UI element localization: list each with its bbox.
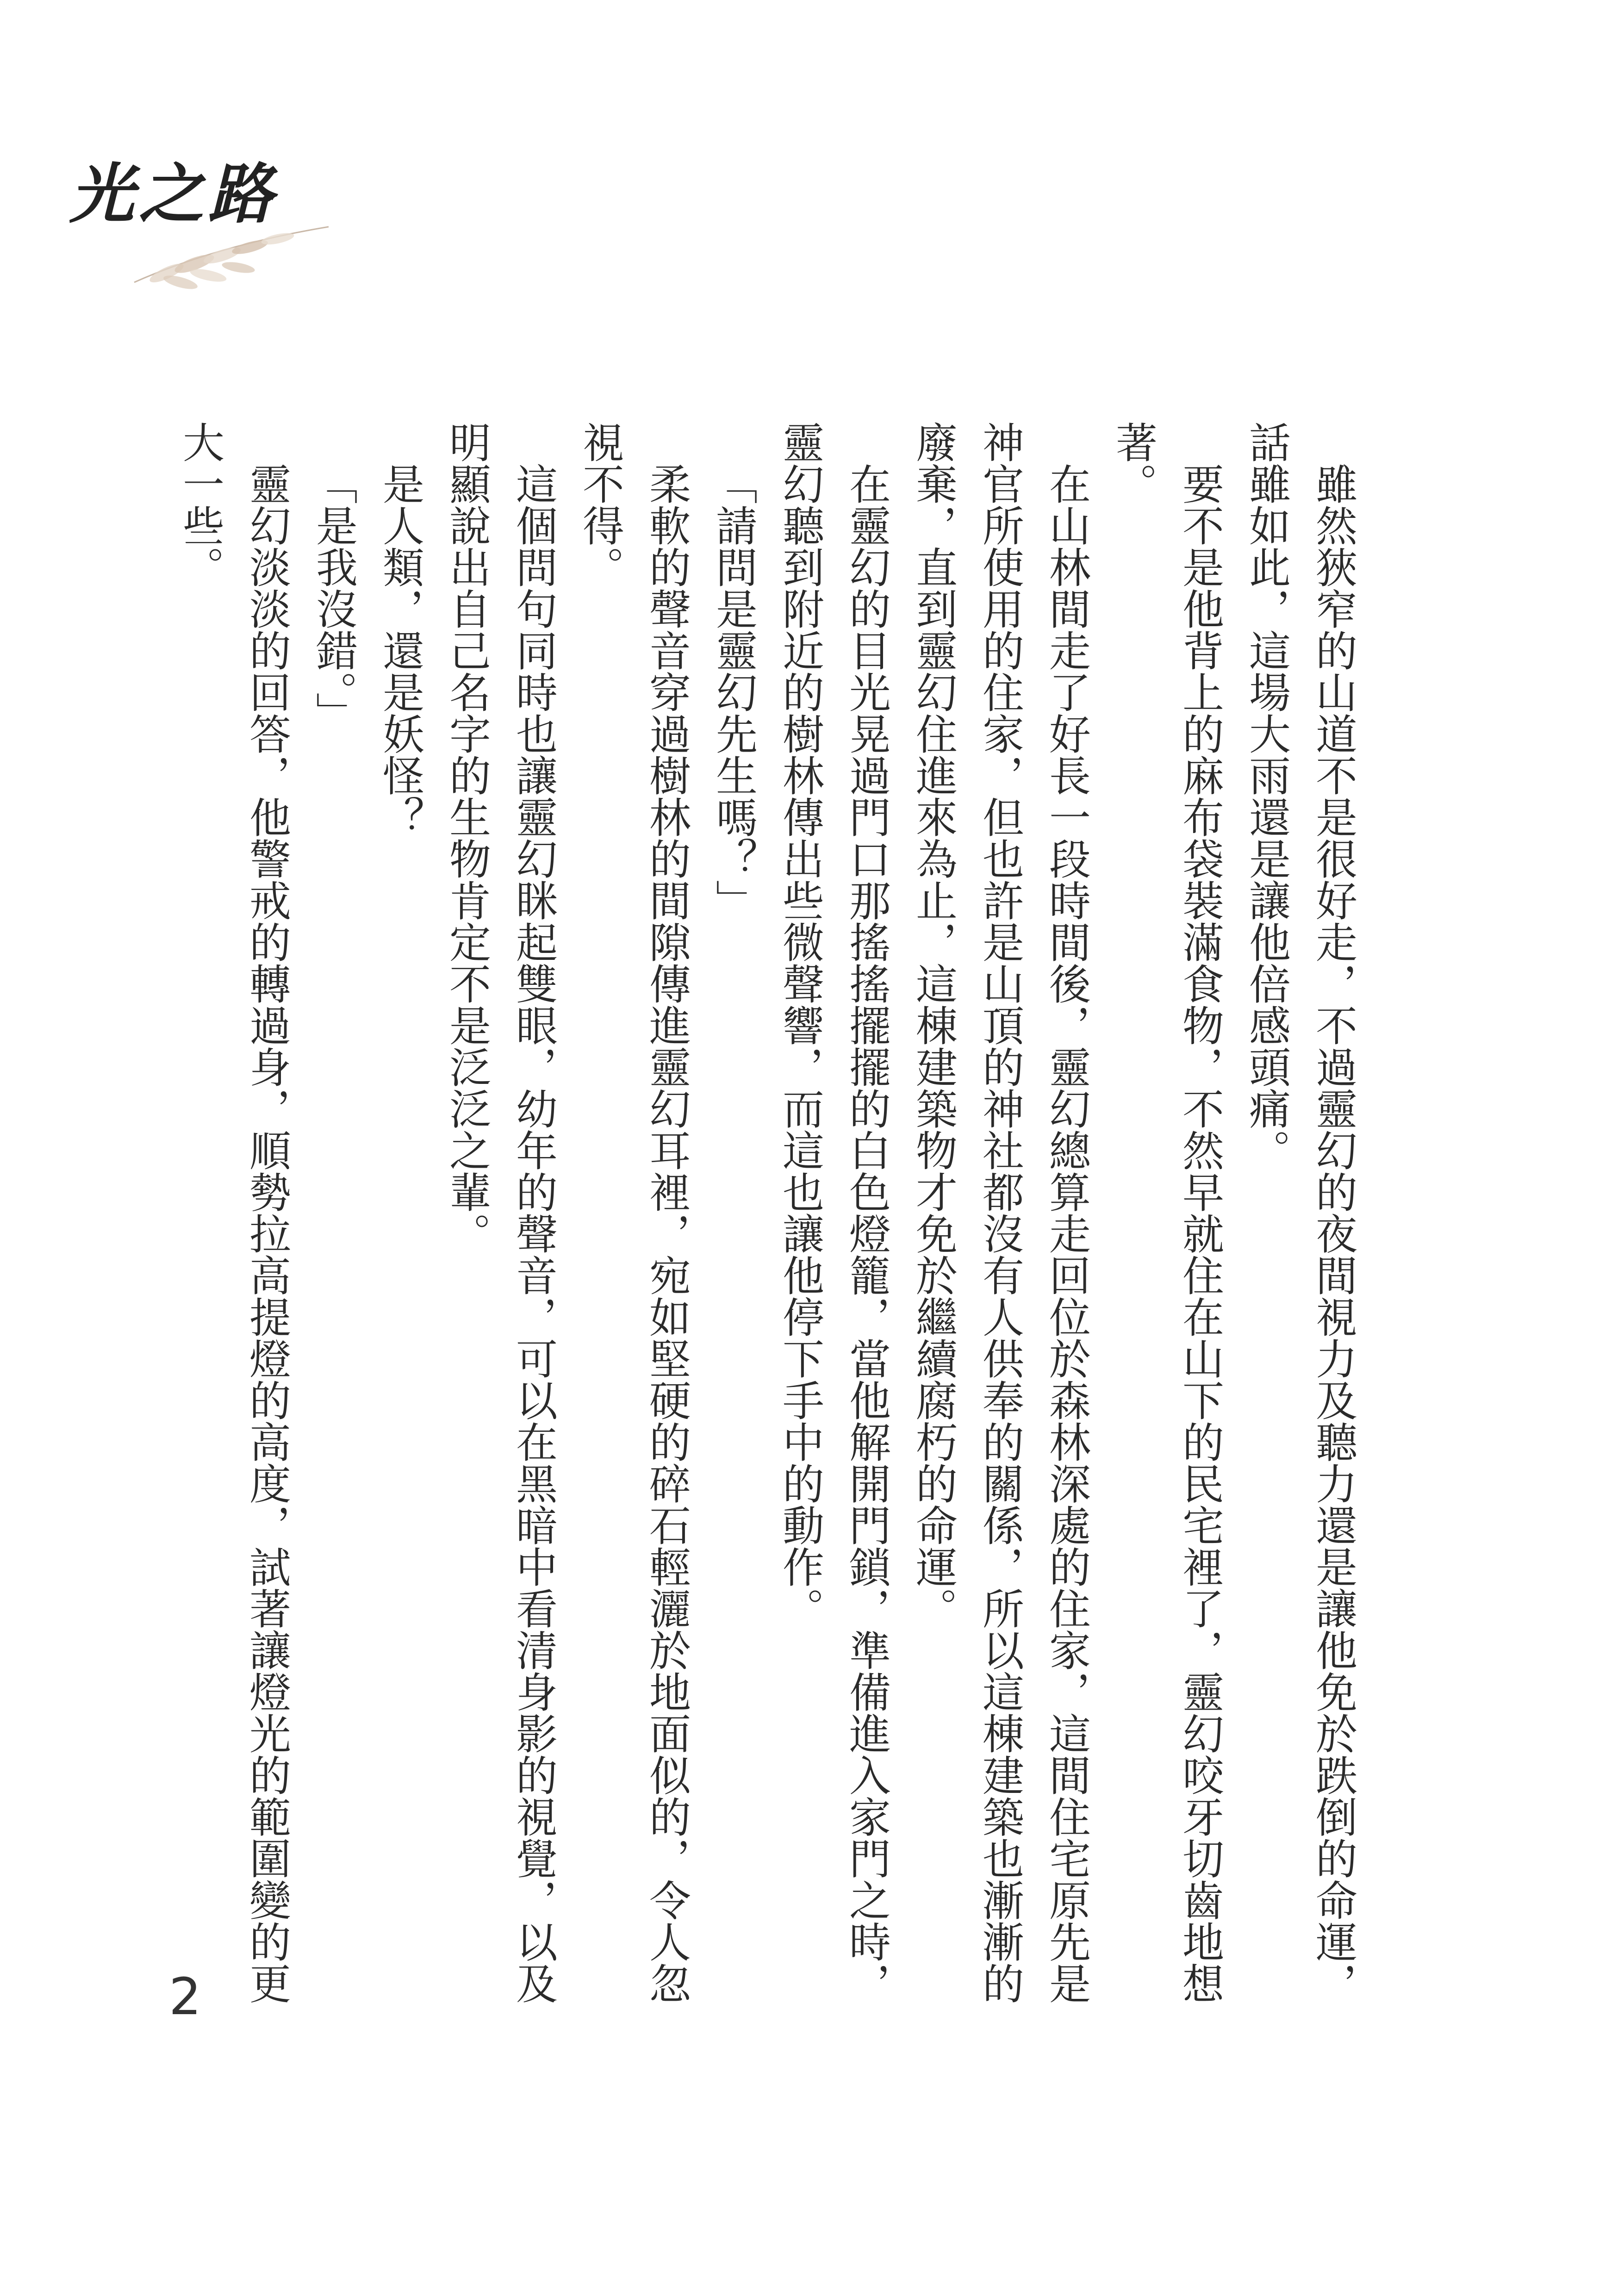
paragraph: 這個問句同時也讓靈幻眯起雙眼，幼年的聲音，可以在黑暗中看清身影的視覺，以及明顯說出自己名字的生物肯定不是泛泛之輩。 <box>442 421 557 2004</box>
paragraph: 雖然狹窄的山道不是很好走，不過靈幻的夜間視力及聽力還是讓他免於跌倒的命運，話雖如此，這場大雨還是讓他倍感頭痛。 <box>1242 421 1357 2004</box>
leaf-branch-icon <box>125 218 333 292</box>
paragraph: 靈幻淡淡的回答，他警戒的轉過身，順勢拉高提燈的高度，試著讓燈光的範圍變的更大一些。 <box>175 421 291 2004</box>
paragraph: 在山林間走了好長一段時間後，靈幻總算走回位於森林深處的住家，這間住宅原先是神官所使用的住家，但也許是山頂的神社都沒有人供奉的關係，所以這棟建築也漸漸的廢棄，直到靈幻住進來為止，這棟建築物才免於繼續腐朽的命運。 <box>909 421 1090 2004</box>
book-header <box>56 148 315 287</box>
page-number: 2 <box>169 1967 201 2026</box>
paragraph: 要不是他背上的麻布袋裝滿食物，不然早就住在山下的民宅裡了，靈幻咬牙切齒地想著。 <box>1108 421 1224 2004</box>
paragraph: 在靈幻的目光晃過門口那搖搖擺擺的白色燈籠，當他解開門鎖，準備進入家門之時，靈幻聽到附近的樹林傳出些微聲響，而這也讓他停下手中的動作。 <box>775 421 890 2004</box>
paragraph: 「是我沒錯。」 <box>309 463 357 734</box>
paragraph: 是人類，還是妖怪？ <box>375 463 424 838</box>
main-text <box>166 421 1366 2022</box>
paragraph: 柔軟的聲音穿過樹林的間隙傳進靈幻耳裡，宛如堅硬的碎石輕灑於地面似的，令人忽視不得。 <box>575 421 691 2004</box>
paragraph: 「請問是靈幻先生嗎？」 <box>709 463 757 921</box>
book-title: 光之路 <box>69 156 278 232</box>
